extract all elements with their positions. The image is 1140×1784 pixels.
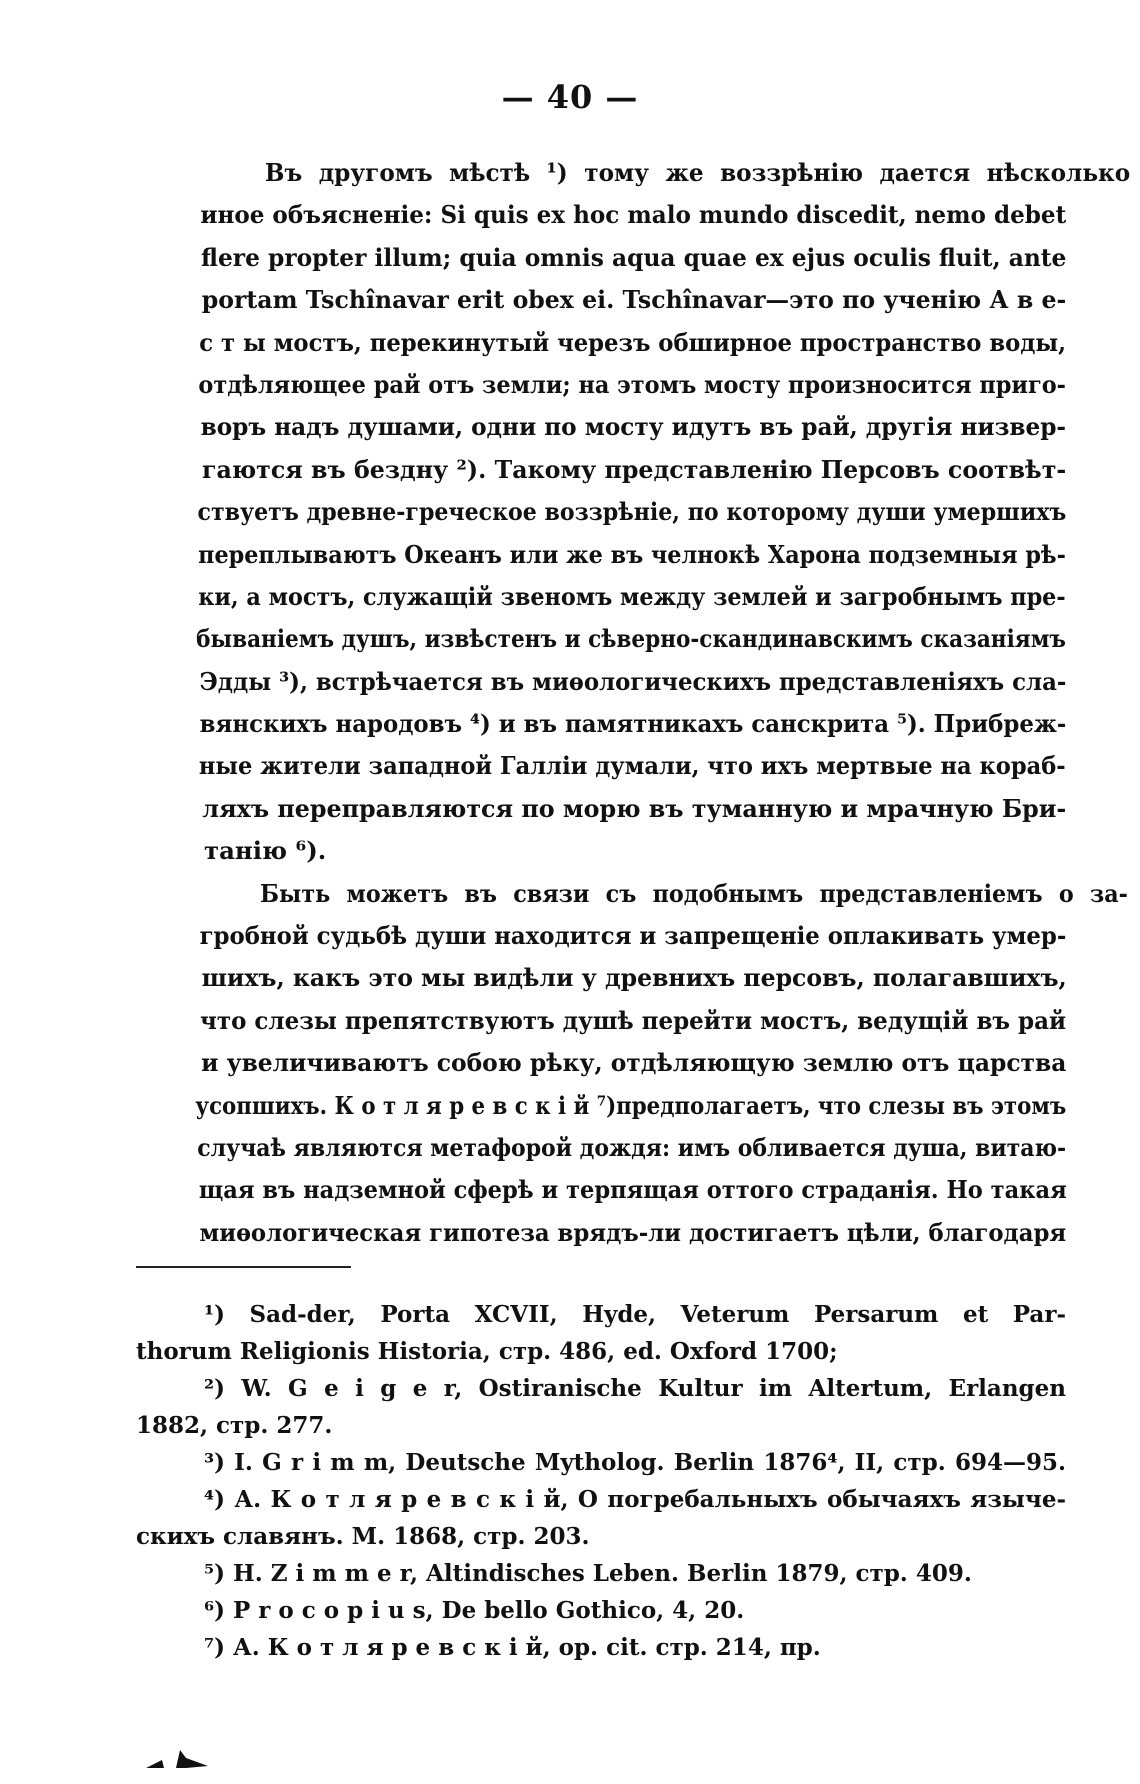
footnote-line: ⁵) H. Z i m m e r, Altindisches Leben. Berlin 1879, стр. 409. [204,1560,972,1587]
text-line: бываніемъ душъ, извѣстенъ и сѣверно-скандинавскимъ сказаніямъ [196,624,1066,654]
text-line: ные жители западной Галліи думали, что ихъ мертвые на кораб- [198,751,1066,781]
footnote-line: ³) I. G r i m m, Deutsche Mytholog. Berlin 1876⁴, II, стр. 694—95. [204,1449,1066,1476]
text-line: что слезы препятствуютъ душѣ перейти мостъ, ведущій въ рай [200,1005,1067,1035]
footnotes [136,1296,1066,1666]
footnote-line: ⁷) А. К о т л я р е в с к і й, op. cit. стр. 214, пр. [204,1634,821,1661]
text-line: Въ другомъ мѣстѣ ¹) тому же воззрѣнію дается нѣсколько [264,158,1131,187]
text-line: усопшихъ. К о т л я р е в с к і й ⁷)предполагаетъ, что слезы въ этомъ [195,1090,1067,1120]
page-number: — 40 — [501,78,639,116]
text-line: гаются въ бездну ²). Такому представленію Персовъ соотвѣт- [202,454,1067,484]
printer-mark-icon [146,1748,232,1770]
text-line: иное объясненіе: Si quis ex hoc malo mundo discedit, nemo debet [200,200,1067,230]
text-line: переплываютъ Океанъ или же въ челнокѣ Харона подземныя рѣ- [198,539,1066,569]
footnote-line: thorum Religionis Historia, стр. 486, ed. Oxford 1700; [136,1338,838,1365]
footnote-line: 1882, стр. 277. [136,1412,333,1439]
text-line: танію ⁶). [204,836,327,866]
text-line: с т ы мостъ, перекинутый черезъ обширное пространство воды, [199,327,1067,357]
text-line: вянскихъ народовъ ⁴) и въ памятникахъ санскрита ⁵). Прибреж- [199,709,1067,739]
text-line: portam Tschînavar erit obex ei. Tschînavar—это по ученію А в е- [201,285,1067,315]
text-line: и увеличиваютъ собою рѣку, отдѣляющую землю отъ царства [201,1048,1067,1078]
text-line: ки, а мостъ, служащій звеномъ между землей и загробнымъ пре- [198,581,1066,611]
text-line: шихъ, какъ это мы видѣли у древнихъ персовъ, полагавшихъ, [201,963,1067,993]
main-text [136,152,1131,1254]
text-line: отдѣляющее рай отъ земли; на этомъ мосту произносится приго- [198,369,1066,399]
footnote-line: ¹) Sad-der, Porta XCVII, Hyde, Veterum Persarum et Par- [204,1301,1066,1328]
paragraph-2 [136,873,1128,1255]
text-line: воръ надъ душами, одни по мосту идутъ въ рай, другія низвер- [200,412,1067,442]
text-line: Эдды ³), встрѣчается въ миѳологическихъ представленіяхъ сла- [199,666,1067,696]
footnote-line: скихъ славянъ. М. 1868, стр. 203. [136,1523,590,1550]
footnote-line: ⁶) P r o c o p i u s, De bello Gothico, 4, 20. [204,1597,745,1624]
paragraph-1 [136,152,1131,873]
text-line: гробной судьбѣ души находится и запрещеніе оплакивать умер- [199,921,1067,951]
text-line: Быть можетъ въ связи съ подобнымъ представленіемъ о за- [260,878,1128,908]
text-line: ляхъ переправляются по морю въ туманную и мрачную Бри- [202,793,1067,823]
text-line: ствуетъ древне-греческое воззрѣніе, по которому души умершихъ [197,497,1067,527]
footnote-divider [136,1266,351,1268]
text-line: случаѣ являются метафорой дождя: имъ обливается душа, витаю- [197,1132,1067,1162]
text-line: flere propter illum; quia omnis aqua quae ex ejus oculis fluit, ante [201,242,1067,272]
footnote-line: ²) W. G e i g e r, Ostiranische Kultur im Altertum, Erlangen [204,1375,1066,1402]
footnote-line: ⁴) А. К о т л я р е в с к і й, О погребальныхъ обычаяхъ языче- [204,1486,1066,1513]
text-line: миѳологическая гипотеза врядъ-ли достигаетъ цѣли, благодаря [199,1217,1067,1247]
text-line: щая въ надземной сферѣ и терпящая оттого страданія. Но такая [198,1175,1067,1205]
